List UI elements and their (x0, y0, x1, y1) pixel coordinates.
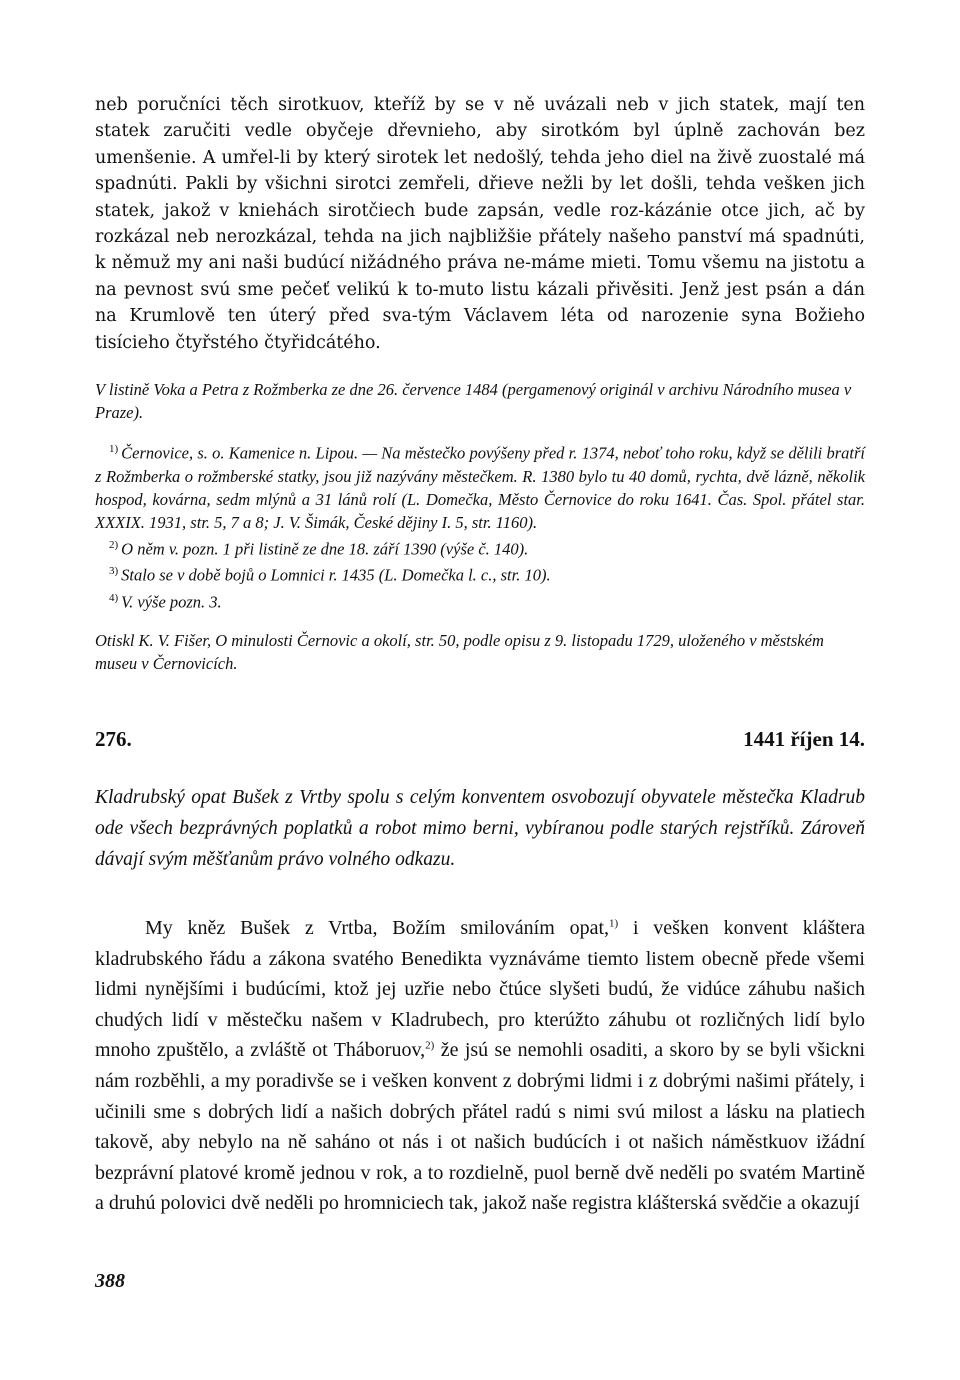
charter-text-part: My kněz Bušek z Vrtba, Božím smilováním opat, (145, 917, 610, 940)
charter-text-part: i vešken konvent kláštera kladrubského řádu a zákona svatého Benedikta vyznáváme tiemto listem obecně přede všemi lidmi nynějšími i budúcími, ktož jej uzřie nebo čtúce slyšeti budú, že vidúce záhubu našich chudých lidí v městečku našem v Kladrubech, pro kterúžto záhubu ot rozličných lidí bylo mnoho zpuštělo, a zvláště ot Tháboruov, (95, 917, 865, 1062)
footnote-reference: 2) (425, 1039, 435, 1052)
charter-text (95, 913, 865, 1219)
footnote-1 (95, 438, 865, 534)
footnote-text: Stalo se v době bojů o Lomnici r. 1435 (L. Domečka l. c., str. 10). (121, 565, 551, 585)
document-summary: Kladrubský opat Bušek z Vrtby spolu s celým konventem osvobozují obyvatele městečka Kladrub ode všech bezprávných poplatků a robot mimo berni, vybíranou podle starých rejstříků. Zároveň dávají svým měšťanům právo volného odkazu. (95, 787, 865, 871)
footnote-reference: 1) (609, 917, 619, 930)
footnote-text: O něm v. pozn. 1 při listině ze dne 18. září 1390 (výše č. 140). (121, 539, 529, 559)
footnote-mark: 1) (109, 443, 119, 456)
charter-text-part: že jsú se nemohli osaditi, a skoro by se byli všickni nám rozběhli, a my poradivše se i vešken konvent z dobrými lidmi i z dobrými našimi přátely, i učinili sme s dobrých lidí a našich dobrých přátel radú s nimi svú milost a lásku na platiech takově, aby nebylo na ně saháno ot nás i ot našich budúcích i ot našich náměstkuov ižádní bezprávní platové kromě jednou v rok, a to rozdielně, puol berně dvě neděli po svatém Martině a druhú polovici dvě neděli po hromniciech tak, jakož naše registra klášterská svědčie a okazují (95, 1039, 865, 1215)
footnote-mark: 2) (109, 538, 119, 551)
footnote-4 (95, 587, 865, 614)
page-body (95, 92, 865, 1219)
footnote-mark: 4) (109, 591, 119, 604)
footnote-2 (95, 534, 865, 561)
document-date: 1441 říjen 14. (743, 727, 865, 752)
page-number: 388 (95, 1270, 125, 1292)
footnote-3 (95, 560, 865, 587)
footnote-text: Černovice, s. o. Kamenice n. Lipou. — Na městečko povýšeny před r. 1374, neboť toho roku, když se dělili bratří z Rožmberka o rožmberské statky, jsou již nazývány městečkem. R. 1380 bylo tu 40 domů, rychta, dvě lázně, několik hospod, kovárna, sedm mlýnů a 31 lánů rolí (L. Domečka, Město Černovice do roku 1641. Čas. Spol. přátel star. XXXIX. 1931, str. 5, 7 a 8; J. V. Šimák, České dějiny I. 5, str. 1160). (95, 443, 865, 532)
footnotes (95, 438, 865, 613)
previous-document-source: V listině Voka a Petra z Rožmberka ze dne 26. července 1484 (pergamenový originál v archivu Národního musea v Praze). (95, 380, 852, 423)
footnote-text: V. výše pozn. 3. (121, 592, 222, 612)
printed-by-note: Otiskl K. V. Fišer, O minulosti Černovic a okolí, str. 50, podle opisu z 9. listopadu 1729, uloženého v městském museu v Černovicích. (95, 631, 824, 674)
previous-document-text: neb poručníci těch sirotkuov, kteříž by se v ně uvázali neb v jich statek, mají ten statek zaručiti vedle obyčeje dřevnieho, aby sirotkóm byl úplně zachován bez umenšenie. A umřel-li by který sirotek let nedošlý, tehda jeho diel na živě zuostalé má spadnúti. Pakli by všichni sirotci zemřeli, dřieve nežli by let došli, tehda vešken jich statek, jakož v kniehách sirotčiech bude zapsán, vedle roz-kázánie otce jich, ač by rozkázal neb nerozkázal, tehda na jich najbližšie přátely našeho panství má spadnúti, k němuž my ani naši budúcí nižádného práva ne-máme mieti. Tomu všemu na jistotu a na pevnost svú sme pečeť velikú k to-muto listu kázali přivěsiti. Jenž jest psán a dán na Krumlově ten úterý před sva-tým Václavem léta od narozenie syna Božieho tisícieho čtyřstého čtyřidcátého. (95, 95, 865, 353)
footnote-mark: 3) (109, 565, 119, 578)
document-number: 276. (95, 727, 132, 752)
document-heading (95, 727, 865, 752)
